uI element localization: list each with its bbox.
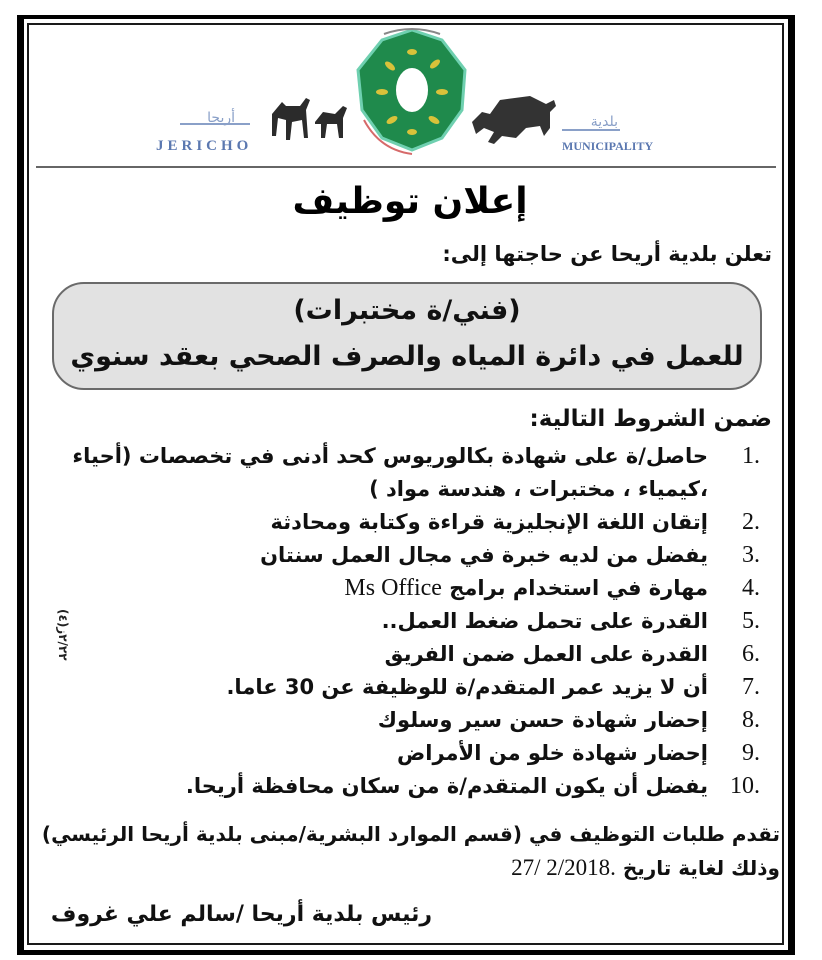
condition-number: 7. <box>742 674 760 700</box>
condition-text: القدرة على العمل ضمن الفريق <box>384 642 708 666</box>
condition-number: 8. <box>742 707 760 733</box>
condition-text: إحضار شهادة خلو من الأمراض <box>397 741 708 765</box>
submission-deadline-date: 27/ 2/2018. <box>511 855 616 880</box>
condition-item <box>30 440 760 506</box>
condition-item <box>30 671 760 704</box>
condition-number: 4. <box>742 575 760 601</box>
job-title-box <box>52 282 762 390</box>
condition-number: 9. <box>742 740 760 766</box>
signature: رئيس بلدية أريحا /سالم علي غروف <box>50 902 432 927</box>
condition-item <box>30 770 760 803</box>
emblem-icon <box>358 29 465 154</box>
condition-text-continued: ،كيمياء ، مختبرات ، هندسة مواد ) <box>369 477 708 501</box>
condition-text <box>30 572 708 605</box>
condition-text: القدرة على تحمل ضغط العمل.. <box>381 609 708 633</box>
condition-item <box>30 506 760 539</box>
condition-number: 10. <box>730 773 760 799</box>
job-title: (فني/ة مختبرات) <box>293 295 521 326</box>
condition-number: 1. <box>742 443 760 469</box>
header-separator <box>36 166 776 168</box>
condition-text: إحضار شهادة حسن سير وسلوك <box>377 708 708 732</box>
condition-number: 5. <box>742 608 760 634</box>
condition-number: 3. <box>742 542 760 568</box>
logo-en-right: MUNICIPALITY <box>562 139 654 153</box>
condition-text: يفضل أن يكون المتقدم/ة من سكان محافظة أريحا. <box>185 774 708 798</box>
condition-text: أن لا يزيد عمر المتقدم/ة للوظيفة عن 30 عاما. <box>226 675 708 699</box>
deer-icon <box>272 98 347 140</box>
condition-number: 6. <box>742 641 760 667</box>
intro-text: تعلن بلدية أريحا عن حاجتها إلى: <box>442 242 772 266</box>
condition-text-arabic: مهارة في استخدام برامج <box>449 576 708 600</box>
condition-text-latin: Ms Office <box>344 575 442 601</box>
job-subtitle: للعمل في دائرة المياه والصرف الصحي بعقد سنوي <box>70 341 744 372</box>
condition-item <box>30 539 760 572</box>
submission-info <box>40 818 780 885</box>
condition-item <box>30 704 760 737</box>
submission-deadline-label: وذلك لغاية تاريخ <box>622 856 780 880</box>
condition-text: إتقان اللغة الإنجليزية قراءة وكتابة ومحادثة <box>270 510 708 534</box>
submission-line-1: تقدم طلبات التوظيف في (قسم الموارد البشرية/مبنى بلدية أريحا الرئيسي) <box>41 822 780 846</box>
page-title: إعلان توظيف <box>292 181 528 222</box>
logo-ar-right: بلدية <box>590 114 618 130</box>
conditions-list <box>30 440 760 803</box>
condition-item <box>30 572 760 605</box>
logo-en-left: JERICHO <box>156 138 253 154</box>
condition-number: 2. <box>742 509 760 535</box>
logo-ar-left: أريحا <box>207 110 235 126</box>
condition-text: يفضل من لديه خبرة في مجال العمل سنتان <box>260 543 708 567</box>
condition-item <box>30 737 760 770</box>
logo-left-text <box>156 108 252 154</box>
submission-line-2 <box>40 851 780 885</box>
condition-item <box>30 638 760 671</box>
animals-icon <box>472 96 556 144</box>
condition-item <box>30 605 760 638</box>
conditions-heading: ضمن الشروط التالية: <box>529 406 772 432</box>
condition-text: حاصل/ة على شهادة بكالوريوس كحد أدنى في تخصصات (أحياء <box>72 444 708 468</box>
logo-right-text <box>562 114 653 153</box>
municipality-logo <box>150 26 670 161</box>
side-reference-number: (٤)٢/٢٢ز <box>56 609 70 661</box>
